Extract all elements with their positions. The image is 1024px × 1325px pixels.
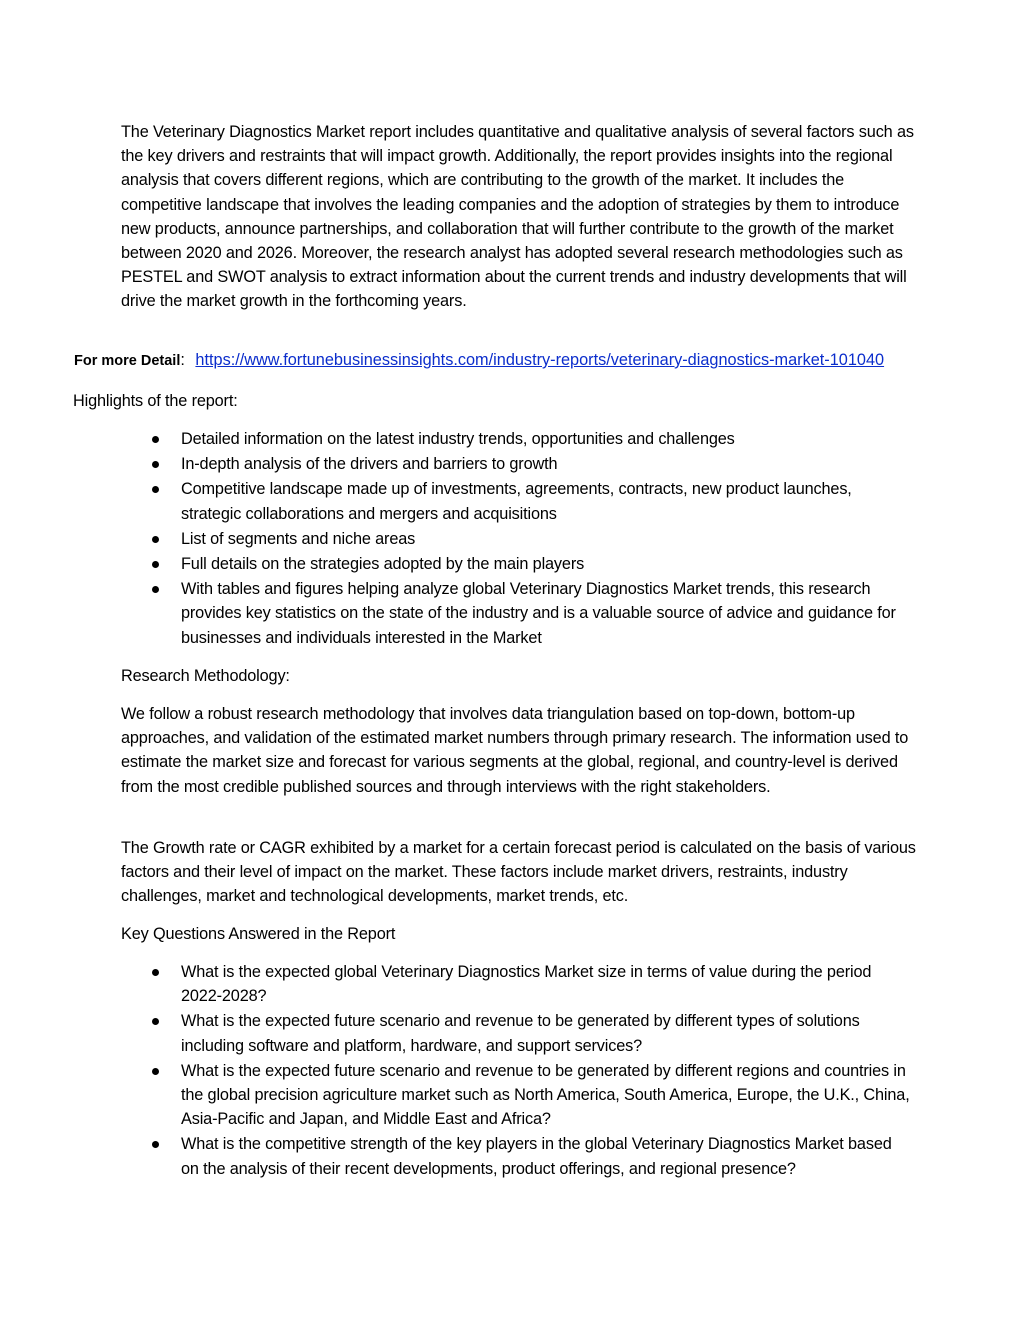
list-item: [150, 452, 910, 476]
highlights-list: [150, 427, 910, 651]
list-item-text: In-depth analysis of the drivers and barriers to growth: [181, 455, 558, 474]
list-item: [150, 427, 910, 451]
list-item-text: Competitive landscape made up of investments, agreements, contracts, new product launches, strategic collaborations and mergers and acquisitions: [181, 480, 852, 523]
growth-rate-paragraph: The Growth rate or CAGR exhibited by a market for a certain forecast period is calculated on the basis of various factors and their level of impact on the market. These factors include market drivers, restraints, industry challenges, market and technological developments, market trends, etc.: [121, 839, 916, 906]
bullet-icon: [152, 1141, 159, 1148]
bullet-icon: [152, 1018, 159, 1025]
list-item: [150, 552, 910, 576]
report-link[interactable]: https://www.fortunebusinessinsights.com/industry-reports/veterinary-diagnostics-market-101040: [195, 351, 885, 369]
bullet-icon: [152, 586, 159, 593]
intro-paragraph: The Veterinary Diagnostics Market report includes quantitative and qualitative analysis of several factors such as the key drivers and restraints that will impact growth. Additionally, the report provides insights into the regional analysis that covers different regions, which are contributing to the growth of the market. It includes the competitive landscape that involves the leading companies and the adoption of strategies by them to introduce new products, announce partnerships, and collaboration that will further contribute to the growth of the market between 2020 and 2026. Moreover, the research analyst has adopted several research methodologies such as PESTEL and SWOT analysis to extract information about the current trends and industry developments that will drive the market growth in the forthcoming years.: [121, 123, 914, 311]
bullet-icon: [152, 461, 159, 468]
list-item-text: Full details on the strategies adopted by the main players: [181, 555, 585, 574]
bullet-icon: [152, 561, 159, 568]
bullet-icon: [152, 969, 159, 976]
list-item-text: List of segments and niche areas: [181, 529, 416, 548]
list-item-text: With tables and figures helping analyze global Veterinary Diagnostics Market trends, this research provides key statistics on the state of the industry and is a valuable source of advice and guidance for businesses and individuals interested in the Market: [181, 580, 896, 647]
list-item-text: What is the competitive strength of the key players in the global Veterinary Diagnostics Market based on the analysis of their recent developments, product offerings, and regional presence?: [181, 1135, 892, 1178]
list-item-text: What is the expected global Veterinary Diagnostics Market size in terms of value during the period 2022-2028?: [181, 963, 872, 1006]
list-item-text: Detailed information on the latest industry trends, opportunities and challenges: [181, 430, 735, 448]
list-item: [150, 527, 910, 551]
list-item: [150, 1009, 910, 1057]
more-detail-separator: :: [180, 351, 185, 369]
highlights-heading: Highlights of the report:: [73, 392, 238, 410]
list-item: [150, 1059, 910, 1132]
bullet-icon: [152, 1068, 159, 1075]
list-item: [150, 577, 910, 650]
key-questions-heading: Key Questions Answered in the Report: [121, 925, 396, 943]
list-item: [150, 1132, 910, 1180]
list-item: [150, 477, 910, 525]
bullet-icon: [152, 436, 159, 443]
list-item-text: What is the expected future scenario and revenue to be generated by different types of solutions including software and platform, hardware, and support services?: [181, 1012, 860, 1055]
research-methodology-paragraph: We follow a robust research methodology that involves data triangulation based on top-down, bottom-up approaches, and validation of the estimated market numbers through primary research. The information used to estimate the market size and forecast for various segments at the global, regional, and country-level is derived from the most credible published sources and through interviews with the right stakeholders.: [121, 705, 909, 796]
research-methodology-heading: Research Methodology:: [121, 667, 290, 685]
more-detail-label: For more Detail: [74, 353, 181, 369]
bullet-icon: [152, 486, 159, 493]
list-item: [150, 960, 910, 1008]
more-detail-row: [74, 351, 884, 370]
list-item-text: What is the expected future scenario and revenue to be generated by different regions and countries in the global precision agriculture market such as North America, South America, Europe, the U.K., China, Asia-Pacific and Japan, and Middle East and Africa?: [181, 1061, 910, 1129]
key-questions-list: [150, 960, 910, 1182]
bullet-icon: [152, 536, 159, 543]
